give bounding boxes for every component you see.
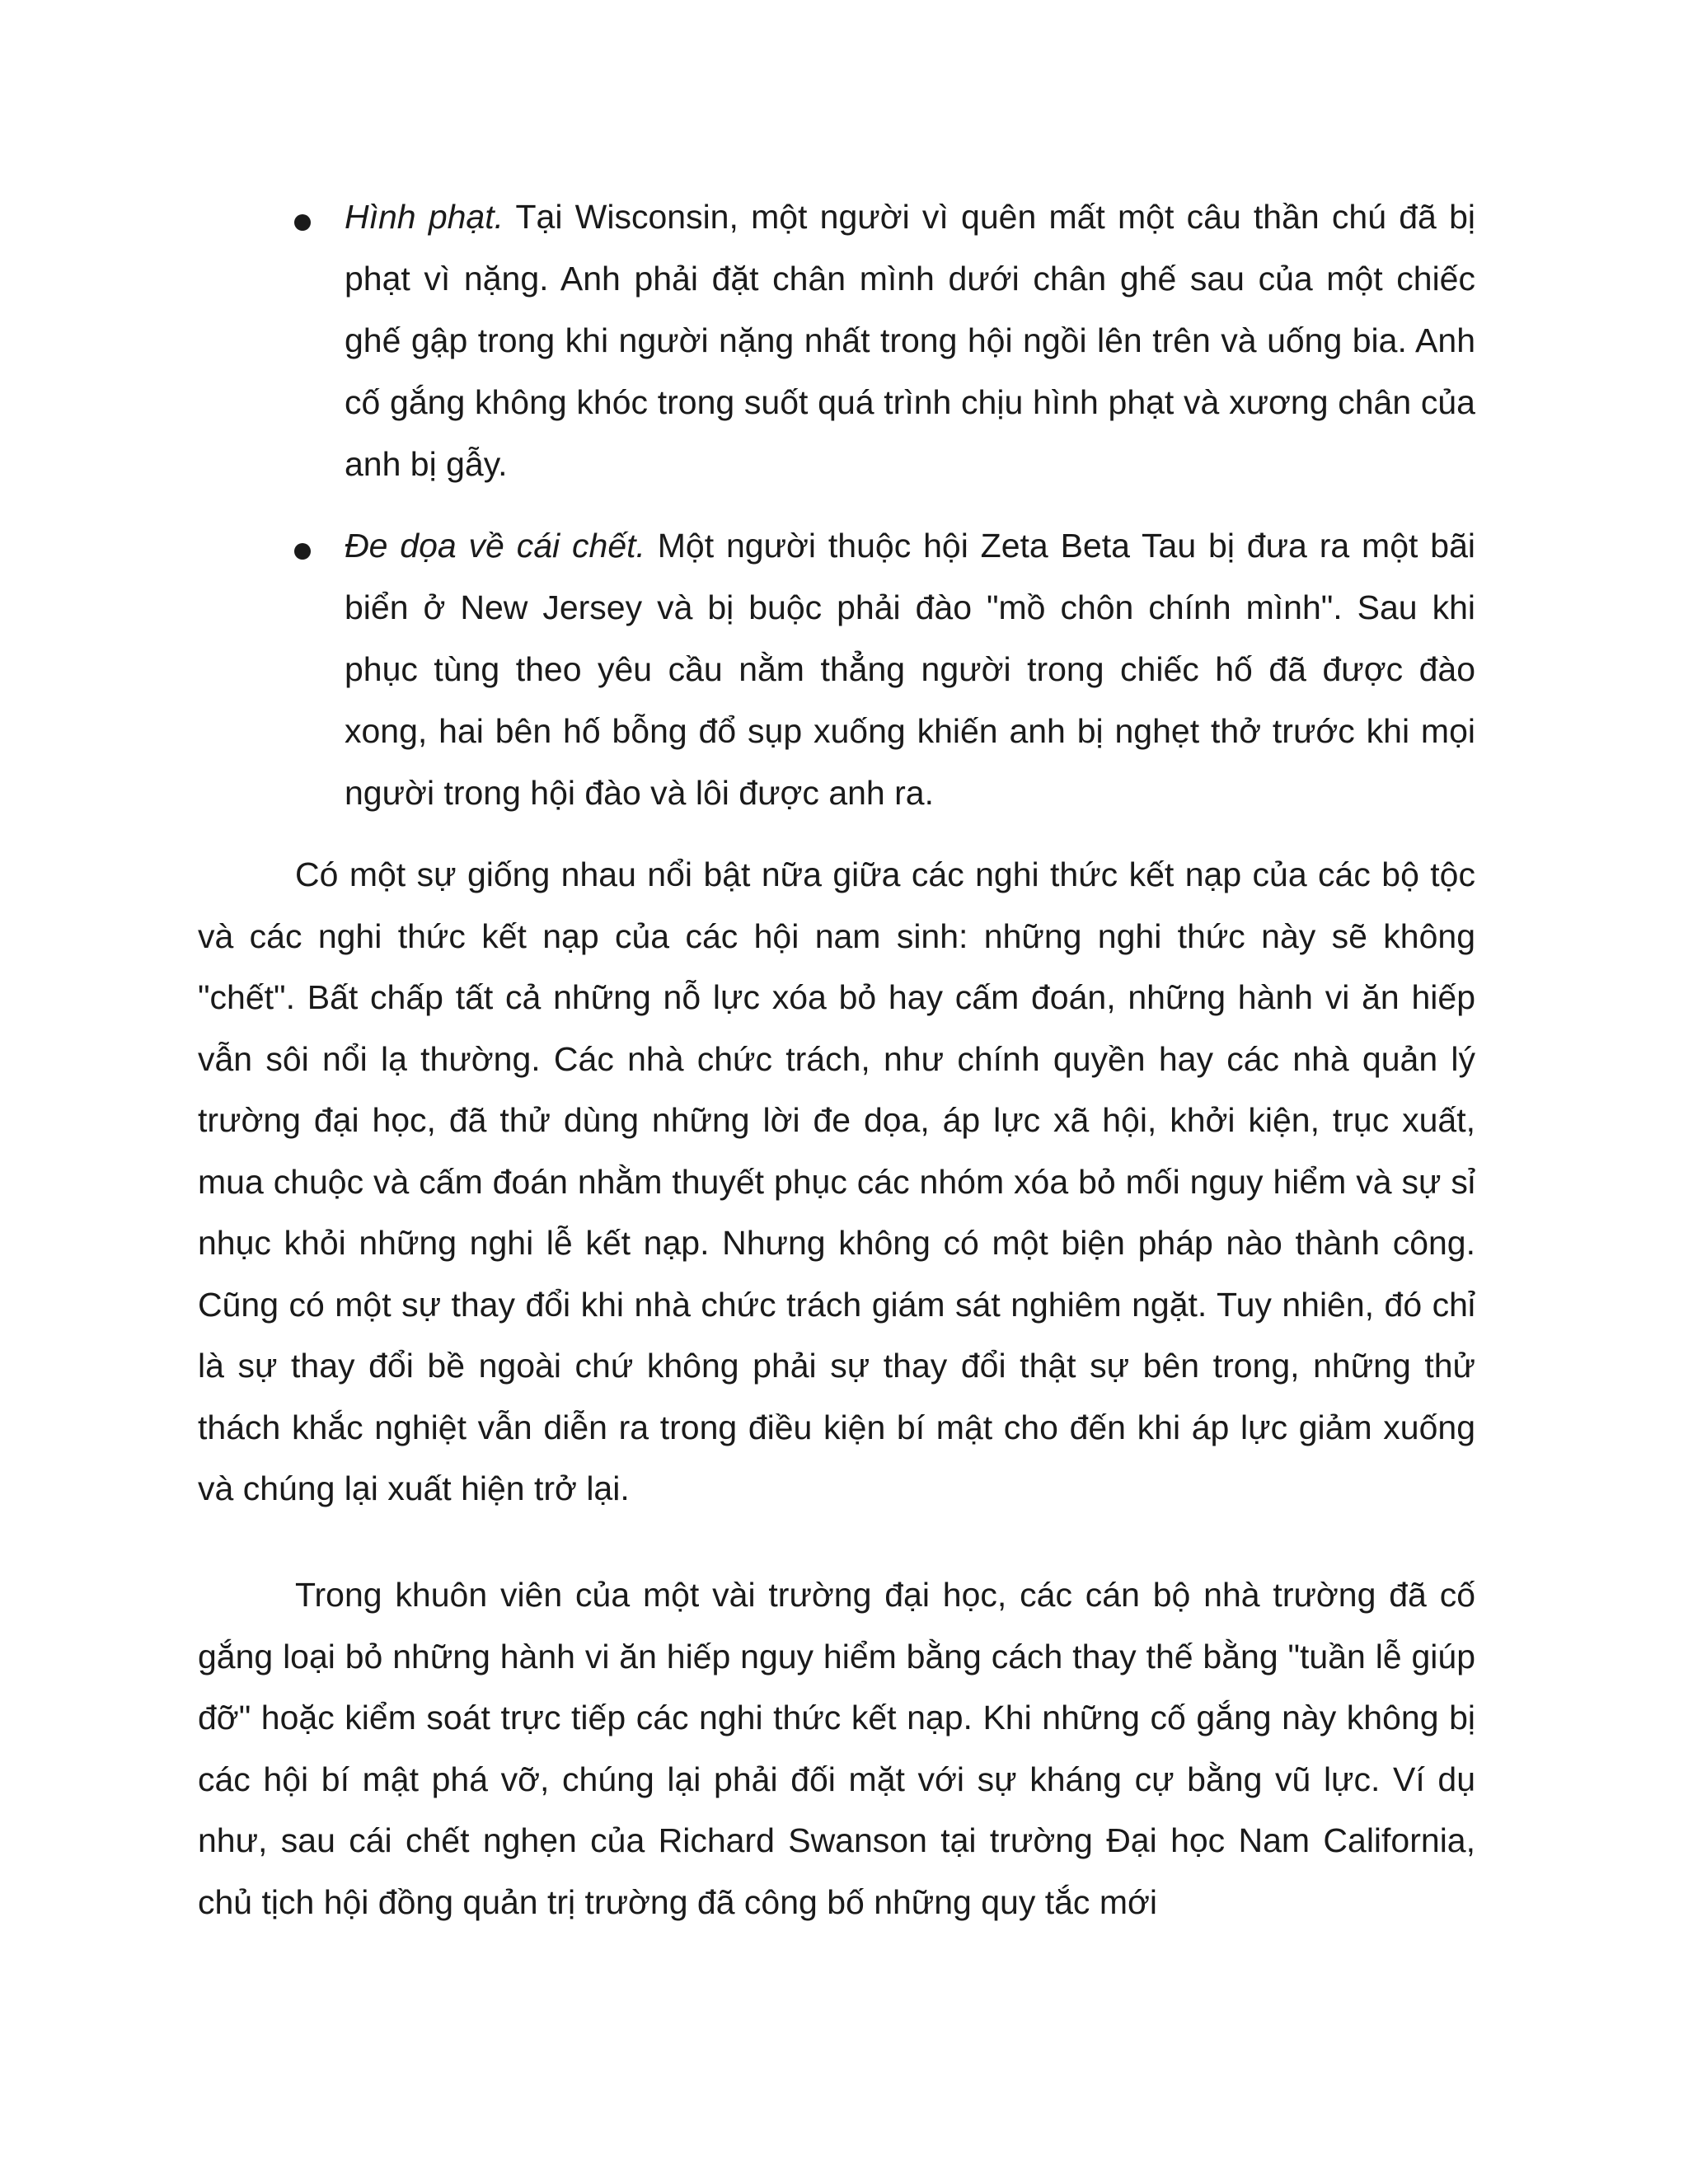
bullet-lead: Hình phạt. xyxy=(345,198,504,236)
bullet-text: Một người thuộc hội Zeta Beta Tau bị đưa ra một bãi biển ở New Jersey và bị buộc phải đào "mồ chôn chính mình". Sau khi phục tùng theo yêu cầu nằm thẳng người trong chiếc hố đã được đào xong, hai bên hố bỗng đổ sụp xuống khiến anh bị nghẹt thở trước khi mọi người trong hội đào và lôi được anh ra. xyxy=(345,527,1475,812)
bullet-item-punishment xyxy=(345,186,1475,495)
bullet-item-death-threat xyxy=(345,515,1475,824)
paragraph: Có một sự giống nhau nổi bật nữa giữa các nghi thức kết nạp của các bộ tộc và các nghi thức kết nạp của các hội nam sinh: những nghi thức này sẽ không "chết". Bất chấp tất cả những nỗ lực xóa bỏ hay cấm đoán, những hành vi ăn hiếp vẫn sôi nổi lạ thường. Các nhà chức trách, như chính quyền hay các nhà quản lý trường đại học, đã thử dùng những lời đe dọa, áp lực xã hội, khởi kiện, trục xuất, mua chuộc và cấm đoán nhằm thuyết phục các nhóm xóa bỏ mối nguy hiểm và sự sỉ nhục khỏi những nghi lễ kết nạp. Nhưng không có một biện pháp nào thành công. Cũng có một sự thay đổi khi nhà chức trách giám sát nghiêm ngặt. Tuy nhiên, đó chỉ là sự thay đổi bề ngoài chứ không phải sự thay đổi thật sự bên trong, những thử thách khắc nghiệt vẫn diễn ra trong điều kiện bí mật cho đến khi áp lực giảm xuống và chúng lại xuất hiện trở lại. xyxy=(198,855,1475,1507)
bullet-lead: Đe dọa về cái chết. xyxy=(345,527,645,565)
bullet-text: Tại Wisconsin, một người vì quên mất một câu thần chú đã bị phạt vì nặng. Anh phải đặt chân mình dưới chân ghế sau của một chiếc ghế gập trong khi người nặng nhất trong hội ngồi lên trên và uống bia. Anh cố gắng không khóc trong suốt quá trình chịu hình phạt và xương chân của anh bị gẫy. xyxy=(345,198,1475,483)
bullet-dot-icon xyxy=(294,214,311,231)
paragraph: Trong khuôn viên của một vài trường đại học, các cán bộ nhà trường đã cố gắng loại bỏ những hành vi ăn hiếp nguy hiểm bằng cách thay thế bằng "tuần lễ giúp đỡ" hoặc kiểm soát trực tiếp các nghi thức kết nạp. Khi những cố gắng này không bị các hội bí mật phá vỡ, chúng lại phải đối mặt với sự kháng cự bằng vũ lực. Ví dụ như, sau cái chết nghẹn của Richard Swanson tại trường Đại học Nam California, chủ tịch hội đồng quản trị trường đã công bố những quy tắc mới xyxy=(198,1576,1475,1921)
bullet-dot-icon xyxy=(294,543,311,560)
